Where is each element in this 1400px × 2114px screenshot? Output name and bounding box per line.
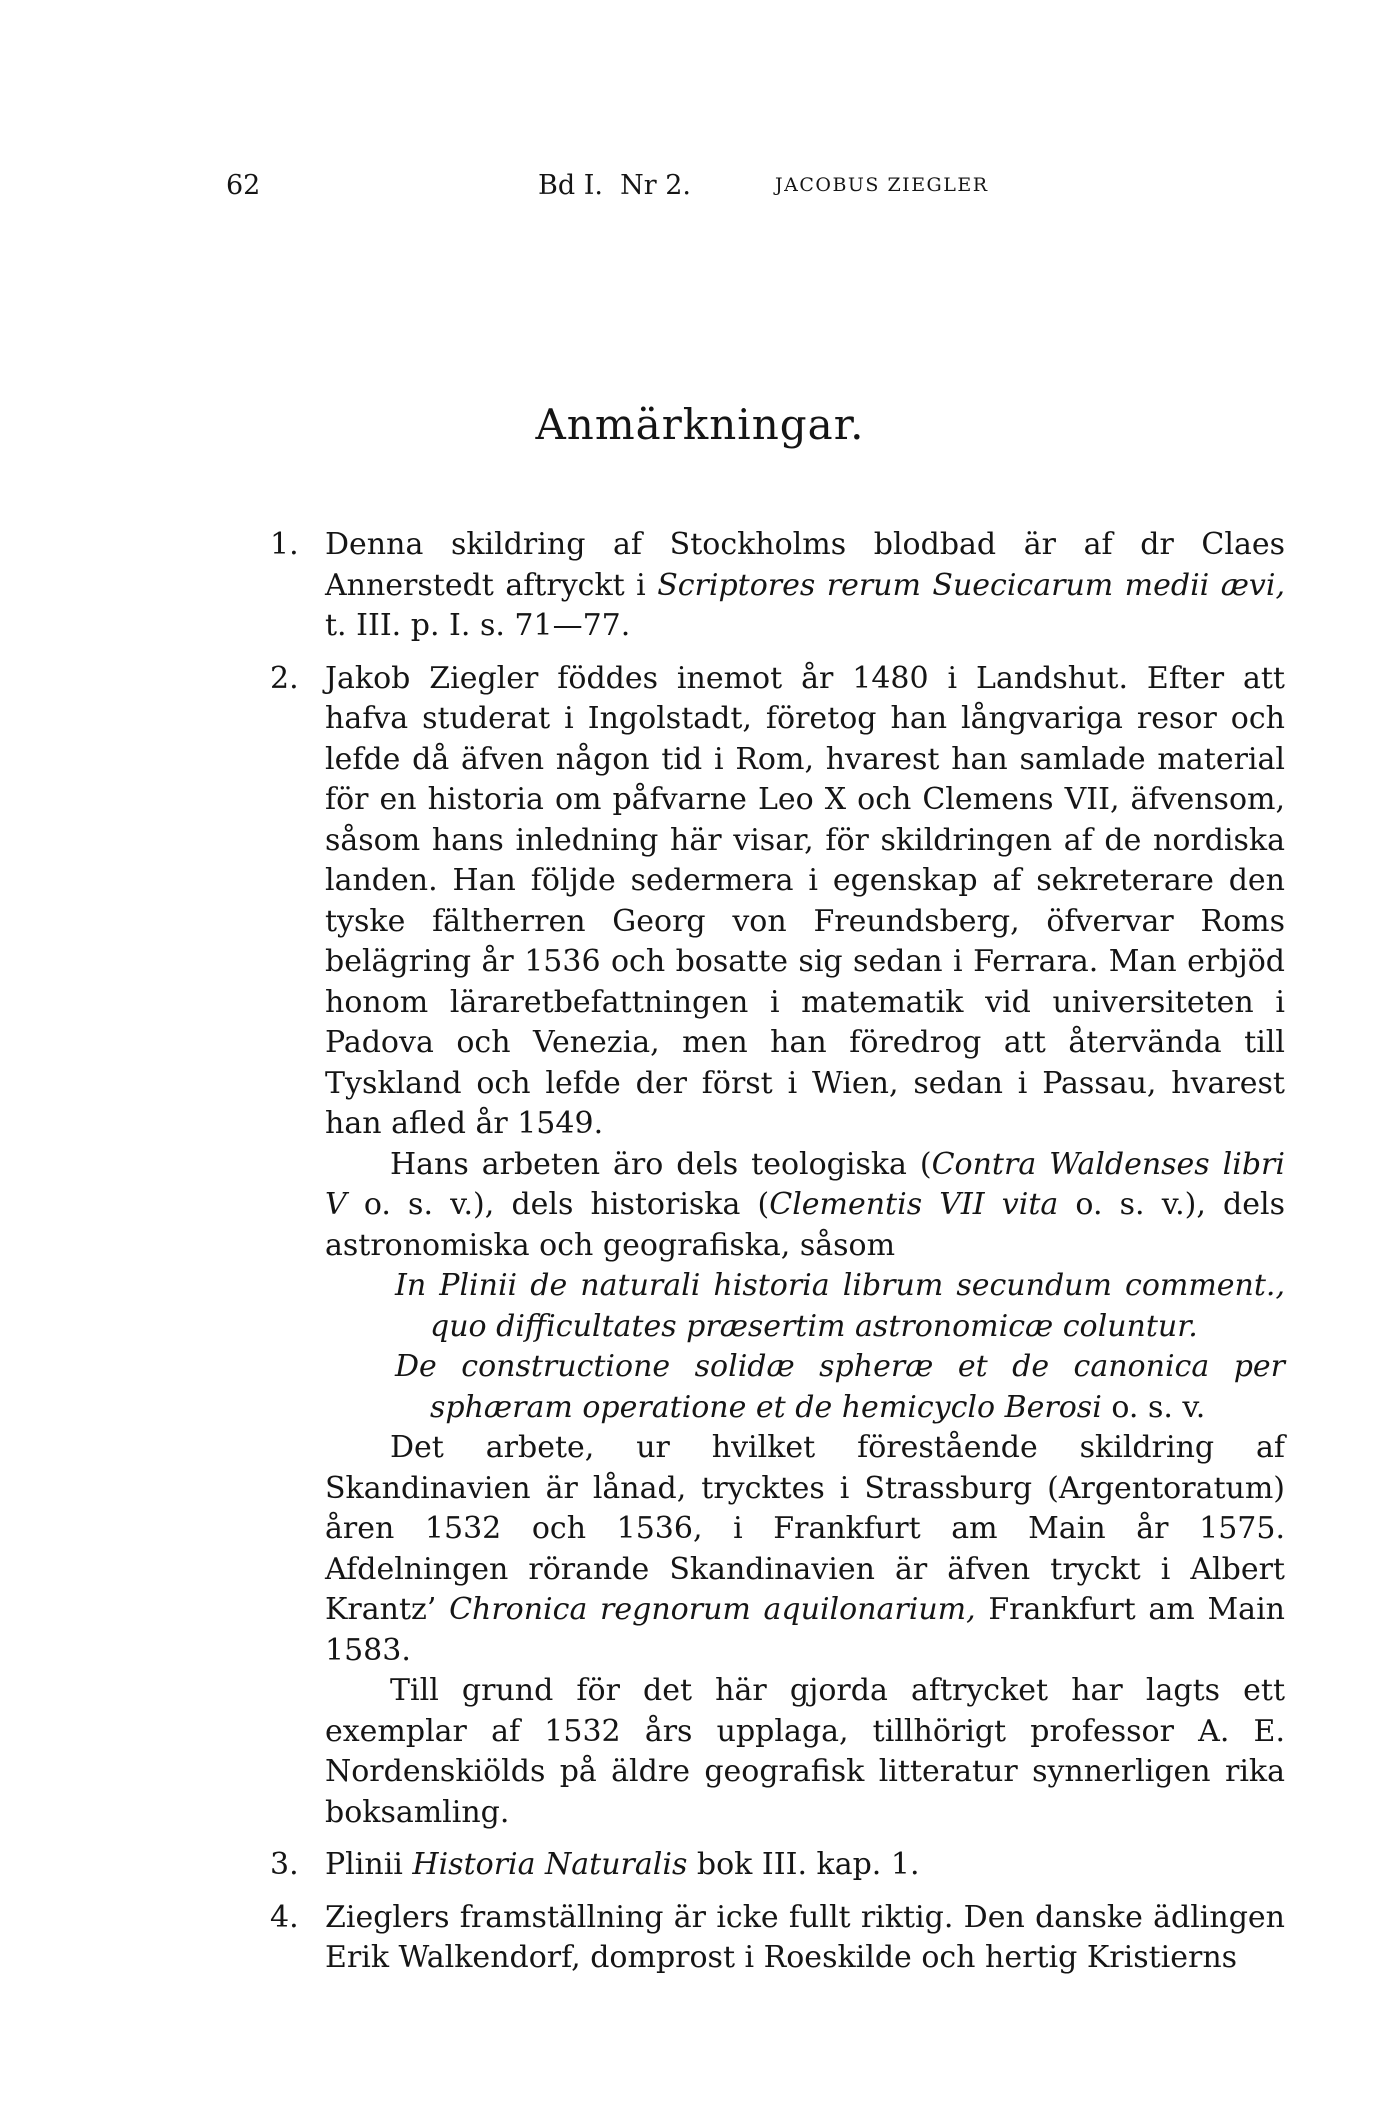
note-text-segment: bok III. kap. 1. (687, 1847, 920, 1882)
cited-work-title: Clementis VII vita (769, 1187, 1059, 1222)
running-head (0, 170, 1400, 210)
note-paragraph (325, 1428, 1285, 1671)
note-4 (270, 1898, 1285, 1979)
note-number: 3. (270, 1847, 299, 1882)
running-title: JACOBUS ZIEGLER (775, 174, 989, 196)
section-title: Anmärkningar. (535, 400, 865, 449)
note-text-segment: Denna skildring af Stockholms blodbad är af dr Claes Annerstedt aftryckt i (325, 527, 1285, 603)
note-paragraph (325, 1145, 1285, 1267)
note-text-segment: Plinii (325, 1847, 413, 1882)
cited-work-title: Historia Naturalis (412, 1847, 688, 1882)
cited-work-title: Scriptores rerum Suecicarum medii ævi, (657, 567, 1285, 603)
volume-number: Bd I. Nr 2. (538, 170, 691, 201)
note-paragraph: Till grund för det här gjorda aftrycket har lagts ett exemplar af 1532 års upplaga, tillhörigt professor A. E. Nordenskiölds på äldre geografisk litteratur synnerligen rika boksamling. (325, 1673, 1285, 1830)
note-text-segment: De constructione solidæ spheræ et de canonica per sphæram operatione et de hemicyclo Berosi (395, 1349, 1285, 1425)
note-text (325, 525, 1285, 647)
note-text-segment: Det arbete, ur hvilket förestående skildring af Skandinavien är lånad, trycktes i Strassburg (Argentoratum) åren 1532 och 1536, i Frankfurt am Main år 1575. Afdelningen rörande Skandinavien är äfven tryckt i Albert Krantz’ (325, 1430, 1285, 1627)
note-number: 2. (270, 660, 299, 696)
note-text-segment: o. s. v.), dels astronomiska och geografiska, såsom (325, 1187, 1285, 1263)
note-text-segment: Hans arbeten äro dels teologiska ( (390, 1146, 932, 1182)
cited-work-title: Contra Waldenses libri V (325, 1146, 1285, 1222)
note-text-segment: o. s. v.), dels historiska ( (346, 1187, 770, 1222)
note-text (325, 1845, 1285, 1886)
work-title-entry: In Plinii de naturali historia librum secundum comment., quo difficultates præsertim astronomicæ coluntur. (395, 1268, 1285, 1344)
notes-list (0, 525, 1400, 1991)
page-number: 62 (226, 170, 261, 201)
note-text: Zieglers framställning är icke fullt riktig. Den danske ädlingen Erik Walkendorf, domprost i Roeskilde och hertig Kristierns (325, 1899, 1285, 1975)
note-text-segment: Frankfurt am Main 1583. (325, 1592, 1285, 1668)
note-3 (270, 1845, 1285, 1886)
cited-work-title: Chronica regnorum aquilonarium, (449, 1592, 976, 1627)
note-number: 1. (270, 527, 299, 562)
note-1 (270, 525, 1285, 647)
note-text-segment: t. III. p. I. s. 71—77. (325, 608, 631, 643)
note-2 (270, 659, 1285, 1834)
note-paragraph: Jakob Ziegler föddes inemot år 1480 i Landshut. Efter att hafva studerat i Ingolstadt, företog han långvariga resor och lefde då äfven någon tid i Rom, hvarest han samlade material för en historia om påfvarne Leo X och Clemens VII, äfvensom, såsom hans inledning här visar, för skildringen af de nordiska landen. Han följde sedermera i egenskap af sekreterare den tyske fältherren Georg von Freundsberg, öfvervar Roms belägring år 1536 och bosatte sig sedan i Ferrara. Man erbjöd honom läraretbefattningen i matematik vid universiteten i Padova och Venezia, men han föredrog att återvända till Tyskland och lefde der först i Wien, sedan i Passau, hvarest han afled år 1549. (325, 660, 1285, 1141)
note-text-segment: o. s. v. (1101, 1389, 1206, 1425)
work-title-entry (325, 1347, 1285, 1428)
note-number: 4. (270, 1899, 299, 1935)
